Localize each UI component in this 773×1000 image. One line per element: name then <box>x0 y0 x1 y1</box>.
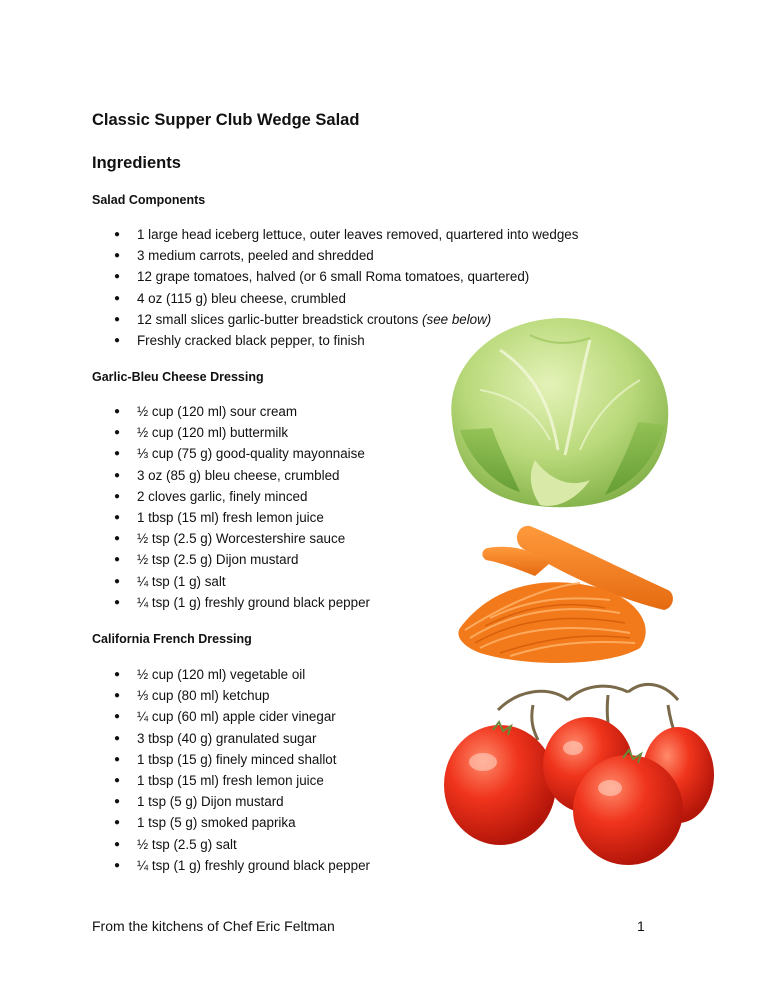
recipe-title: Classic Supper Club Wedge Salad <box>92 111 360 129</box>
list-item: ● 1 large head iceberg lettuce, outer leaves removed, quartered into wedges <box>114 224 578 245</box>
list-item: ● ½ cup (120 ml) buttermilk <box>114 422 370 443</box>
list-item-text: 12 small slices garlic-butter breadstick croutons <box>137 311 423 327</box>
list-item: ● ½ tsp (2.5 g) Worcestershire sauce <box>114 528 370 549</box>
tomatoes-image <box>438 670 716 870</box>
list-item: ● 3 medium carrots, peeled and shredded <box>114 245 578 266</box>
list-item: ● ¼ cup (60 ml) apple cider vinegar <box>114 706 370 727</box>
list-item: ● 3 tbsp (40 g) granulated sugar <box>114 728 370 749</box>
iceberg-lettuce-image <box>440 310 680 515</box>
salad-components-title: Salad Components <box>92 193 206 207</box>
list-item: ● ⅓ cup (75 g) good-quality mayonnaise <box>114 443 370 464</box>
ingredients-heading: Ingredients <box>92 154 181 172</box>
list-item: ● ½ tsp (2.5 g) salt <box>114 834 370 855</box>
bleu-dressing-list <box>114 401 370 613</box>
list-item: ● ½ tsp (2.5 g) Dijon mustard <box>114 549 370 570</box>
list-item: ● 1 tbsp (15 g) finely minced shallot <box>114 749 370 770</box>
list-item: ● 1 tbsp (15 ml) fresh lemon juice <box>114 770 370 791</box>
list-item: ● ⅓ cup (80 ml) ketchup <box>114 685 370 706</box>
list-item: ● ½ cup (120 ml) sour cream <box>114 401 370 422</box>
list-item: ● ¼ tsp (1 g) freshly ground black pepper <box>114 592 370 613</box>
list-item: ● Freshly cracked black pepper, to finish <box>114 330 578 351</box>
carrots-image <box>450 518 680 668</box>
list-item: ● 3 oz (85 g) bleu cheese, crumbled <box>114 465 370 486</box>
list-item: ● 1 tsp (5 g) smoked paprika <box>114 812 370 833</box>
list-item: ● 1 tsp (5 g) Dijon mustard <box>114 791 370 812</box>
french-dressing-list <box>114 664 370 876</box>
list-item: ● 2 cloves garlic, finely minced <box>114 486 370 507</box>
list-item: ● 12 grape tomatoes, halved (or 6 small Roma tomatoes, quartered) <box>114 266 578 287</box>
crouton-note: (see below) <box>422 311 492 327</box>
list-item: ● 4 oz (115 g) bleu cheese, crumbled <box>114 288 578 309</box>
list-item: ● ¼ tsp (1 g) freshly ground black pepper <box>114 855 370 876</box>
bleu-dressing-title: Garlic-Bleu Cheese Dressing <box>92 370 264 384</box>
list-item: ● 1 tbsp (15 ml) fresh lemon juice <box>114 507 370 528</box>
page-number: 1 <box>637 918 645 934</box>
footer-credit: From the kitchens of Chef Eric Feltman <box>92 918 335 934</box>
list-item: ● ¼ tsp (1 g) salt <box>114 571 370 592</box>
french-dressing-title: California French Dressing <box>92 632 252 646</box>
list-item: ● ½ cup (120 ml) vegetable oil <box>114 664 370 685</box>
